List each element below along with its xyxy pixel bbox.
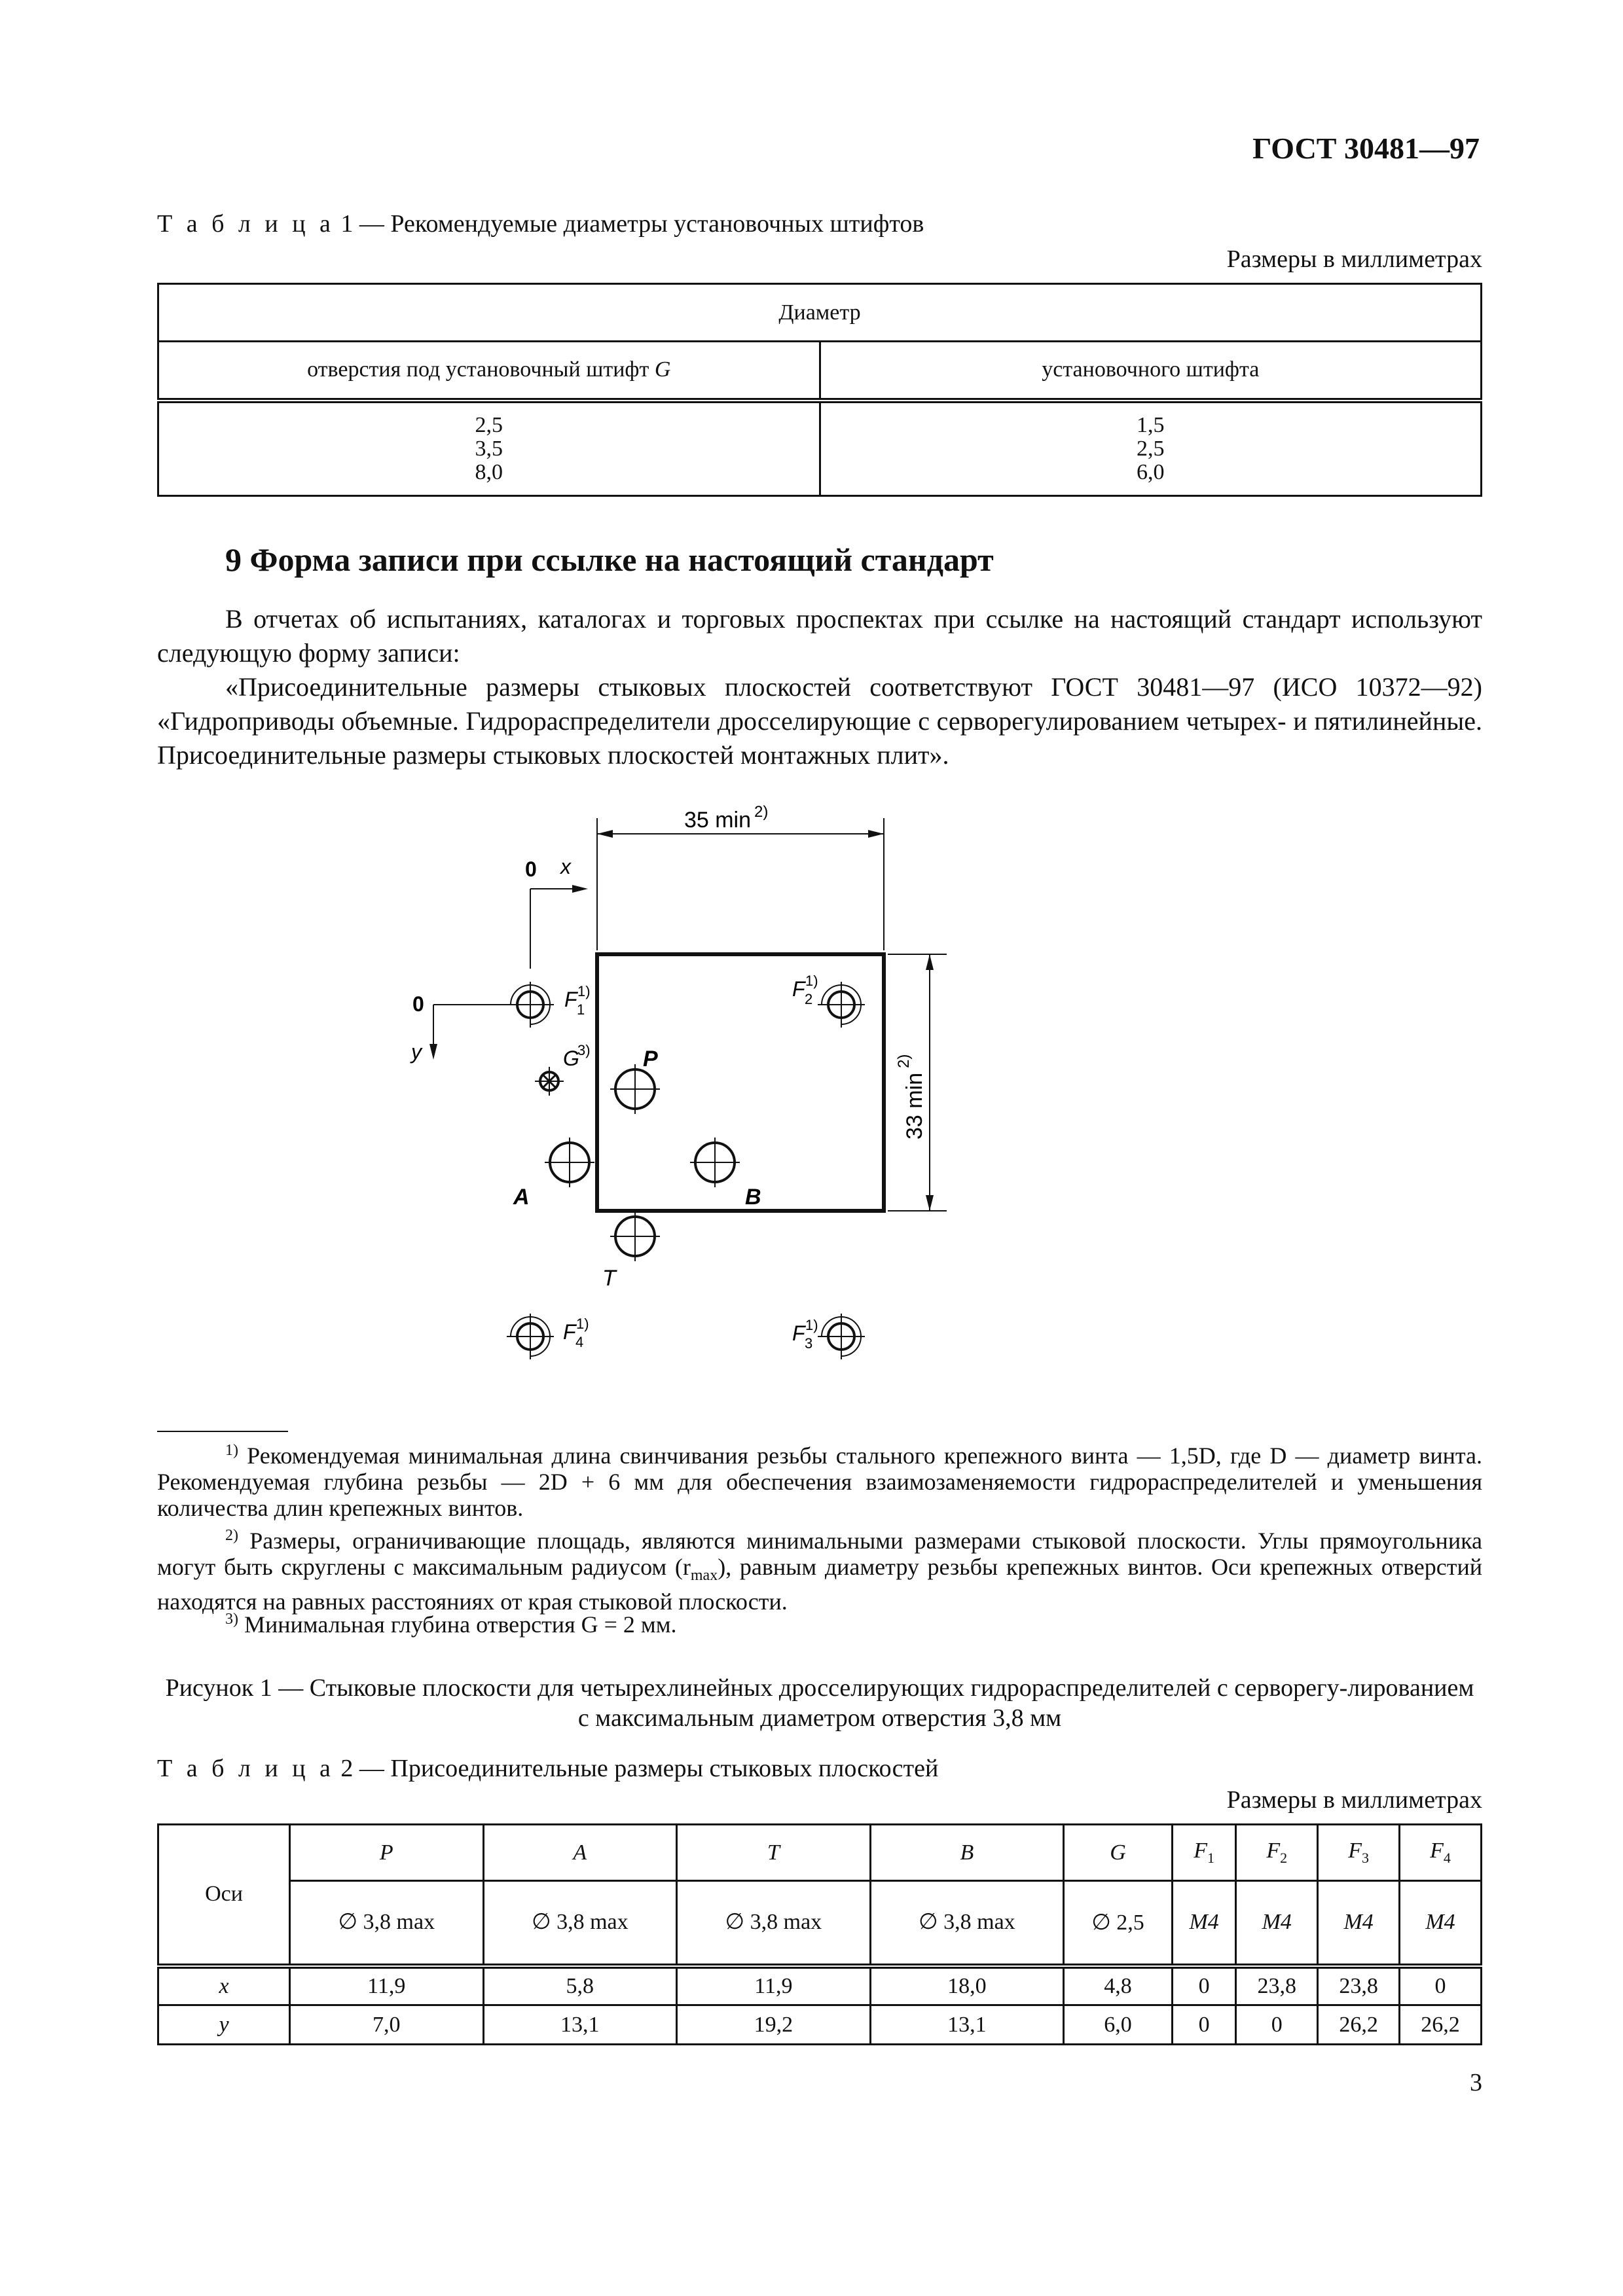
f4-hole	[507, 1314, 554, 1359]
dim-top-arrow-right	[868, 830, 884, 838]
dim-right-arrow-top	[926, 954, 934, 970]
table2-axis-x: x	[158, 1966, 290, 2005]
table2-cell: 11,9	[290, 1966, 484, 2005]
f2-sup: 1)	[805, 973, 818, 989]
table1-caption	[157, 209, 924, 238]
table2-col-header-f4-sub: 4	[1443, 1849, 1451, 1866]
footnote-2-text-b: ), равным диаметру резьбы крепежных винтов. Оси крепежных отверстий находятся на равных расстояниях от края стыковой плоскости.	[157, 1554, 1483, 1615]
table2-spec-p: ∅ 3,8 max	[290, 1881, 484, 1966]
table1-col1-values	[158, 401, 820, 496]
table2-cell: 23,8	[1236, 1966, 1318, 2005]
table2-units: Размеры в миллиметрах	[1226, 1786, 1482, 1814]
table2-cell: 19,2	[677, 2005, 871, 2045]
table1-col1-header	[158, 342, 820, 401]
section9-paragraph-2: «Присоединительные размеры стыковых плоскостей соответствуют ГОСТ 30481—97 (ИСО 10372—92) «Гидроприводы объемные. Гидрораспределители дросселирующие с серворегулированием четырех- и пятилинейные. Присоединительные размеры стыковых плоскостей монтажных плит».	[157, 672, 1482, 770]
table1-col2-values	[820, 401, 1482, 496]
table2-col-header-f1-letter: F	[1194, 1839, 1207, 1863]
footnote-1-mark: 1)	[225, 1442, 238, 1459]
table2-cell: 0	[1172, 2005, 1235, 2045]
table2-spec-f3: M4	[1318, 1881, 1400, 1966]
b-port	[690, 1138, 740, 1187]
table2-col-header-t: T	[677, 1825, 871, 1881]
footnote-3-text: Минимальная глубина отверстия G = 2 мм.	[244, 1611, 677, 1638]
f3-sup: 1)	[805, 1317, 818, 1333]
f1-sub: 1	[577, 1001, 585, 1018]
table2-spec-a: ∅ 3,8 max	[483, 1881, 677, 1966]
footnote-2-mark: 2)	[225, 1527, 238, 1544]
table1-cell: 2,5	[1137, 436, 1165, 461]
b-label: B	[745, 1185, 761, 1210]
table2-spec-b: ∅ 3,8 max	[870, 1881, 1064, 1966]
table1-caption-word: Т а б л и ц а	[157, 210, 335, 238]
table1	[157, 283, 1482, 497]
x-axis-label: x	[560, 855, 571, 878]
f1-hole	[507, 982, 554, 1028]
table2-col-header-f1-sub: 1	[1207, 1849, 1214, 1866]
table2-col-header-f3-sub: 3	[1361, 1849, 1369, 1866]
f2-sub: 2	[805, 991, 813, 1007]
table1-col1-header-symbol: G	[654, 357, 671, 382]
table2-cell: 5,8	[483, 1966, 677, 2005]
f1-label: F	[564, 988, 577, 1011]
table2-cell: 6,0	[1064, 2005, 1173, 2045]
y-axis-label: y	[411, 1040, 422, 1064]
table2-col-header-f3	[1318, 1825, 1400, 1881]
g-sup: 3)	[577, 1042, 591, 1058]
footnote-2	[157, 1522, 1482, 1615]
footnote-2-text-a: Размеры, ограничивающие площадь, являются минимальными размерами стыковой плоскости. Углы прямоугольника могут быть скруглены с максимальным радиусом (r	[157, 1528, 1483, 1580]
dim-right-label: 33 min	[902, 1072, 927, 1140]
table2-caption-word: Т а б л и ц а	[157, 1755, 335, 1782]
table2-col-header-f3-letter: F	[1348, 1839, 1362, 1863]
table2-axis-y: y	[158, 2005, 290, 2045]
origin-y-label: 0	[412, 992, 424, 1016]
f4-label: F	[563, 1320, 576, 1344]
f2-hole	[818, 982, 865, 1028]
table2-cell: 18,0	[870, 1966, 1064, 2005]
table1-cell: 2,5	[475, 412, 503, 437]
table2-spec-g: ∅ 2,5	[1064, 1881, 1173, 1966]
table1-col2-header: установочного штифта	[820, 342, 1482, 401]
table1-cell: 8,0	[475, 459, 503, 484]
table2-col-header-f4	[1400, 1825, 1482, 1881]
page-number: 3	[1470, 2069, 1482, 2096]
dim-right-sup: 2)	[895, 1054, 913, 1068]
f3-hole	[818, 1314, 865, 1359]
footnote-1-text: Рекомендуемая минимальная длина свинчивания резьбы стального крепежного винта — 1,5D, где D — диаметр винта. Рекомендуемая глубина резьбы — 2D + 6 мм для обеспечения взаимозаменяемости гидрораспределителей и уменьшения количества длин крепежных винтов.	[157, 1443, 1483, 1521]
table2-spec-f1: M4	[1172, 1881, 1235, 1966]
dim-top-sup: 2)	[754, 803, 769, 821]
table2	[157, 1823, 1482, 2045]
table2-cell: 7,0	[290, 2005, 484, 2045]
table1-col1-header-text: отверстия под установочный штифт	[307, 357, 649, 382]
origin-x-label: 0	[525, 857, 537, 881]
table2-cell: 23,8	[1318, 1966, 1400, 2005]
footnote-3	[157, 1606, 1482, 1638]
table1-cell: 1,5	[1137, 412, 1165, 437]
footnote-separator	[157, 1431, 288, 1432]
table2-caption	[157, 1754, 938, 1783]
f4-sub: 4	[575, 1334, 584, 1350]
table2-caption-text: 2 — Присоединительные размеры стыковых плоскостей	[340, 1755, 939, 1782]
table1-group-header: Диаметр	[158, 284, 1482, 342]
table2-spec-f4: M4	[1400, 1881, 1482, 1966]
table2-col-header-a: A	[483, 1825, 677, 1881]
t-label: T	[602, 1266, 616, 1291]
f3-sub: 3	[805, 1335, 813, 1352]
t-port	[610, 1211, 660, 1261]
table2-col-header-g: G	[1064, 1825, 1173, 1881]
table2-spec-f2: M4	[1236, 1881, 1318, 1966]
figure-caption: Рисунок 1 — Стыковые плоскости для четырехлинейных дросселирующих гидрораспределителей с серворегу-лированием с максимальным диаметром отверстия 3,8 мм	[165, 1674, 1474, 1732]
dim-top-arrow-left	[597, 830, 613, 838]
table2-col-header-f2	[1236, 1825, 1318, 1881]
dim-top-label: 35 min	[684, 808, 752, 833]
table1-caption-text: 1 — Рекомендуемые диаметры установочных штифтов	[340, 210, 924, 238]
x-axis-arrowhead	[572, 885, 588, 893]
a-label: A	[513, 1185, 530, 1210]
table2-cell: 0	[1400, 1966, 1482, 2005]
table2-col-header-f4-letter: F	[1430, 1839, 1444, 1863]
section9-heading: 9 Форма записи при ссылке на настоящий стандарт	[225, 541, 994, 578]
footnote-1	[157, 1437, 1482, 1521]
table2-row-x	[158, 1966, 1482, 2005]
table2-col-header-b: B	[870, 1825, 1064, 1881]
f3-label: F	[792, 1321, 805, 1345]
y-axis-arrowhead	[429, 1044, 437, 1060]
section9-paragraph-1: В отчетах об испытаниях, каталогах и торговых проспектах при ссылке на настоящий стандарт используют следующую форму записи:	[157, 604, 1482, 668]
mounting-face-drawing	[411, 798, 1178, 1440]
f1-sup: 1)	[577, 983, 591, 999]
table2-spec-t: ∅ 3,8 max	[677, 1881, 871, 1966]
footnote-3-mark: 3)	[225, 1611, 238, 1628]
f2-label: F	[792, 977, 805, 1001]
table2-cell: 13,1	[483, 2005, 677, 2045]
table2-cell: 13,1	[870, 2005, 1064, 2045]
table2-cell: 11,9	[677, 1966, 871, 2005]
f4-sup: 1)	[576, 1316, 589, 1332]
table2-cell: 26,2	[1318, 2005, 1400, 2045]
dim-right-arrow-bottom	[926, 1195, 934, 1211]
table2-col-header-p: P	[290, 1825, 484, 1881]
table1-cell: 6,0	[1137, 459, 1165, 484]
a-port	[545, 1138, 594, 1187]
table2-row-y	[158, 2005, 1482, 2045]
table2-cell: 0	[1236, 2005, 1318, 2045]
table2-col-header-f2-letter: F	[1266, 1839, 1281, 1863]
table1-units: Размеры в миллиметрах	[1226, 245, 1482, 273]
g-label: G	[563, 1047, 579, 1070]
table1-cell: 3,5	[475, 436, 503, 461]
table2-cell: 4,8	[1064, 1966, 1173, 2005]
table2-axes-header: Оси	[158, 1825, 290, 1966]
table2-col-header-f1	[1172, 1825, 1235, 1881]
g-crossed-hole	[535, 1067, 564, 1096]
table2-col-header-f2-sub: 2	[1280, 1849, 1288, 1866]
p-label: P	[643, 1047, 658, 1071]
p-port	[610, 1064, 660, 1114]
document-code: ГОСТ 30481—97	[1252, 132, 1480, 165]
table2-cell: 26,2	[1400, 2005, 1482, 2045]
table2-cell: 0	[1172, 1966, 1235, 2005]
footnote-2-sub: max	[690, 1567, 718, 1585]
